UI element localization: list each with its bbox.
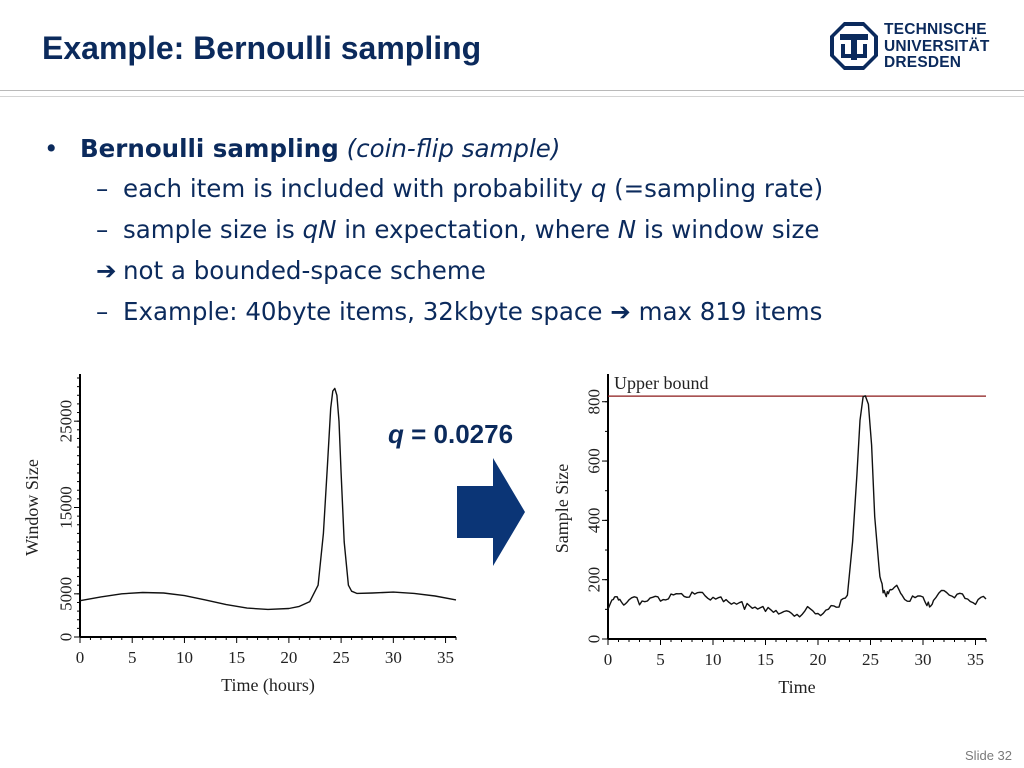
sub-bullet-text: not a bounded-space scheme bbox=[123, 256, 486, 285]
dash-icon: – bbox=[96, 297, 109, 326]
logo-line-1: TECHNISCHE bbox=[884, 21, 987, 38]
y-tick-label: 0 bbox=[56, 632, 76, 642]
dash-icon: – bbox=[96, 174, 109, 203]
x-tick-label: 15 bbox=[228, 648, 246, 667]
x-tick-label: 35 bbox=[437, 648, 455, 667]
x-axis-label: Time bbox=[778, 677, 816, 697]
header-divider bbox=[0, 90, 1024, 91]
var-N: N bbox=[617, 215, 637, 244]
sub-bullet-bounded bbox=[96, 256, 486, 285]
sub-bullet-text: max 819 items bbox=[630, 297, 823, 326]
sub-bullet-text: sample size is bbox=[123, 215, 303, 244]
x-tick-label: 0 bbox=[75, 648, 85, 667]
dash-icon: – bbox=[96, 215, 109, 244]
y-tick-label: 200 bbox=[584, 566, 604, 593]
x-tick-label: 5 bbox=[127, 648, 137, 667]
x-tick-label: 35 bbox=[967, 650, 984, 669]
bullet-main bbox=[80, 134, 560, 163]
bullet-main-bold: Bernoulli sampling bbox=[80, 134, 339, 163]
upper-bound-label: Upper bound bbox=[614, 373, 709, 394]
bullet-main-italic: (coin-flip sample) bbox=[346, 134, 561, 163]
y-tick-label: 0 bbox=[584, 634, 604, 644]
bullet-dot: • bbox=[44, 134, 59, 163]
sub-bullet-example bbox=[96, 297, 822, 326]
logo-line-2: UNIVERSITÄT bbox=[884, 37, 990, 55]
window-size-chart bbox=[0, 360, 480, 710]
x-tick-label: 20 bbox=[809, 650, 827, 669]
sub-bullet-text: in expectation, where bbox=[336, 215, 618, 244]
y-axis-label: Window Size bbox=[22, 459, 42, 556]
q-value: = 0.0276 bbox=[403, 419, 514, 449]
x-tick-label: 30 bbox=[914, 650, 932, 669]
y-tick-label: 400 bbox=[584, 507, 604, 534]
var-qN: qN bbox=[302, 215, 337, 244]
x-tick-label: 0 bbox=[603, 650, 613, 669]
x-tick-label: 15 bbox=[757, 650, 774, 669]
x-tick-label: 20 bbox=[280, 648, 298, 667]
right-arrow-icon: ➔ bbox=[610, 297, 631, 326]
x-tick-label: 25 bbox=[332, 648, 350, 667]
q-value-label bbox=[388, 419, 513, 450]
sample-size-chart bbox=[540, 360, 1024, 710]
university-emblem-icon bbox=[828, 20, 880, 72]
series-line bbox=[608, 396, 986, 617]
slide-number: Slide 32 bbox=[965, 748, 1012, 763]
sub-bullet-probability bbox=[96, 174, 823, 203]
y-tick-label: 800 bbox=[584, 388, 604, 415]
sub-bullet-text: each item is included with probability bbox=[123, 174, 591, 203]
sub-bullet-sample-size bbox=[96, 215, 819, 244]
x-tick-label: 25 bbox=[862, 650, 879, 669]
logo-line-3: DRESDEN bbox=[884, 54, 962, 71]
var-q: q bbox=[590, 174, 607, 203]
x-tick-label: 10 bbox=[704, 650, 722, 669]
right-arrow-icon: ➔ bbox=[96, 256, 117, 285]
slide-title: Example: Bernoulli sampling bbox=[42, 30, 482, 66]
tu-dresden-logo bbox=[828, 20, 998, 76]
x-tick-label: 5 bbox=[656, 650, 665, 669]
y-tick-label: 5000 bbox=[56, 576, 76, 611]
q-var: q bbox=[388, 419, 404, 449]
right-arrow-icon bbox=[455, 456, 527, 568]
x-axis-label: Time (hours) bbox=[221, 675, 315, 695]
y-tick-label: 15000 bbox=[56, 486, 76, 529]
y-tick-label: 25000 bbox=[56, 399, 76, 443]
y-tick-label: 600 bbox=[584, 448, 604, 474]
sub-bullet-text: is window size bbox=[636, 215, 820, 244]
x-tick-label: 10 bbox=[175, 648, 193, 667]
header-divider-secondary bbox=[0, 96, 1024, 97]
sub-bullet-text: (=sampling rate) bbox=[606, 174, 824, 203]
x-tick-label: 30 bbox=[384, 648, 402, 667]
y-axis-label: Sample Size bbox=[552, 463, 572, 554]
sub-bullet-text: Example: 40byte items, 32kbyte space bbox=[123, 297, 611, 326]
